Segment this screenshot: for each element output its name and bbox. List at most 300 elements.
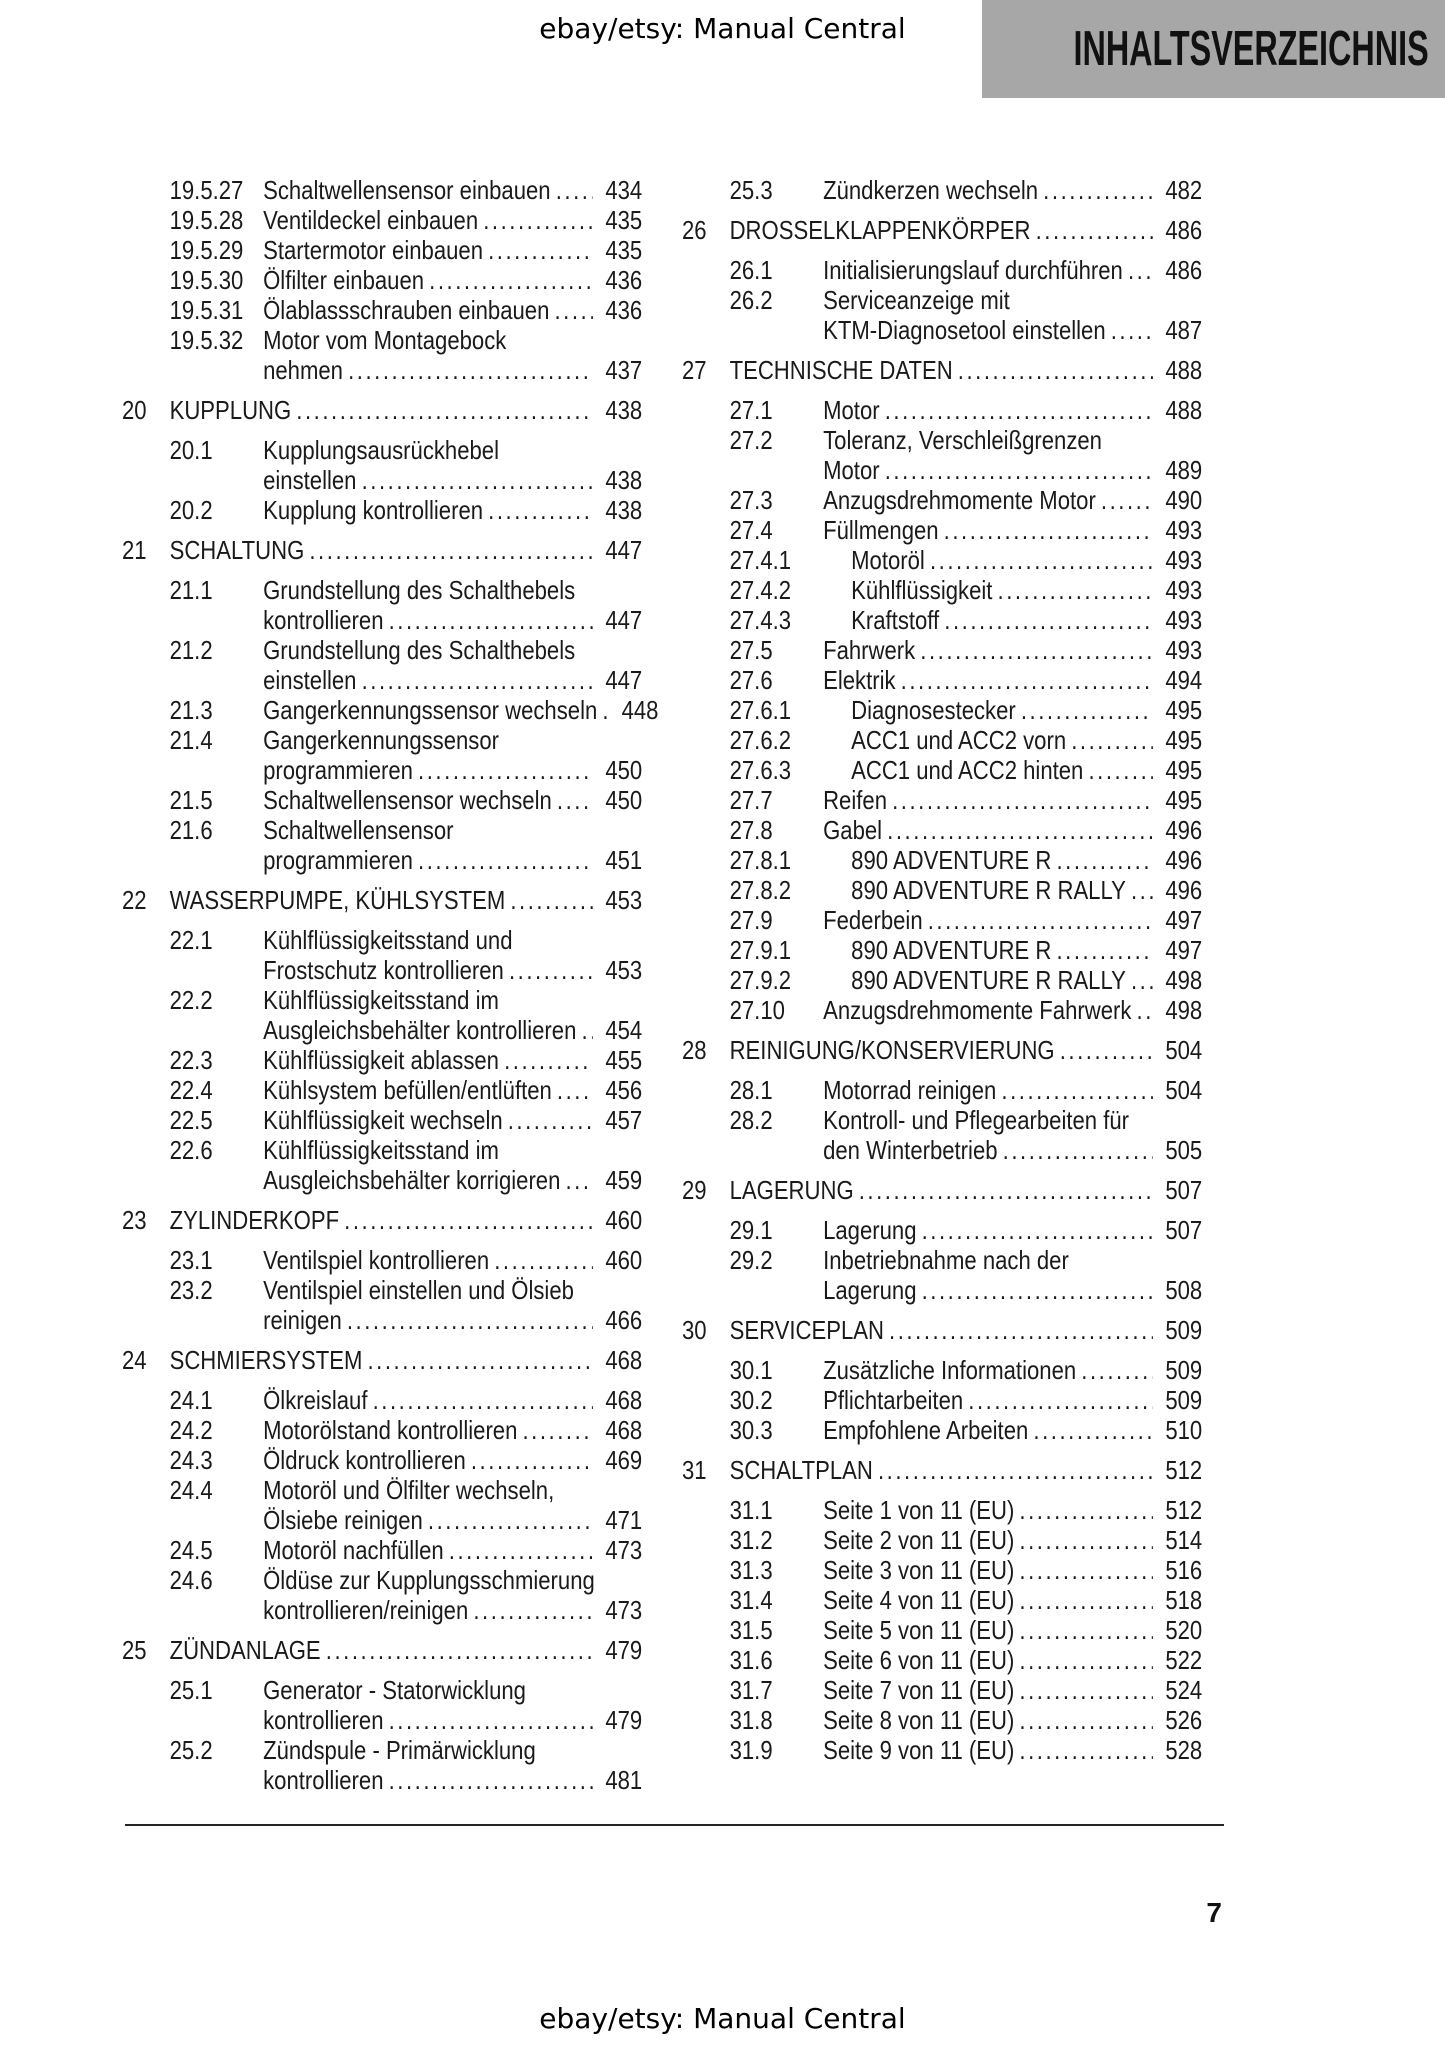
toc-entry-title: Anzugsdrehmomente Fahrwerk xyxy=(823,995,1132,1025)
toc-entry-title: Ölkreislauf xyxy=(263,1385,368,1415)
toc-entry-29 xyxy=(682,1175,1202,1205)
toc-entry-25 xyxy=(122,1635,642,1665)
toc-entry-30.2 xyxy=(730,1385,1203,1415)
toc-entry-title: Startermotor einbauen xyxy=(263,235,484,265)
toc-entry-page: 438 xyxy=(605,495,643,525)
dot-leader xyxy=(1088,755,1152,785)
toc-entry-page: 489 xyxy=(1165,455,1203,485)
dot-leader xyxy=(367,1345,592,1375)
toc-entry-22 xyxy=(122,885,642,915)
dot-leader xyxy=(887,815,1153,845)
toc-entry-page: 436 xyxy=(605,265,643,295)
toc-entry-24.6 xyxy=(170,1565,643,1625)
toc-entry-number: 27.4.2 xyxy=(729,575,792,605)
toc-entry-page: 508 xyxy=(1165,1275,1203,1305)
toc-entry-number: 25 xyxy=(122,1635,147,1665)
toc-entry-number: 24.3 xyxy=(169,1445,213,1475)
toc-entry-26.1 xyxy=(730,255,1203,285)
toc-entry-page: 479 xyxy=(605,1635,643,1665)
toc-entry-31.4 xyxy=(730,1585,1203,1615)
toc-entry-title: Kühlflüssigkeit wechseln xyxy=(263,1105,503,1135)
toc-entry-page: 518 xyxy=(1165,1585,1203,1615)
toc-entry-number: 24.1 xyxy=(169,1385,213,1415)
toc-entry-number: 30.3 xyxy=(729,1415,773,1445)
toc-entry-title: kontrollieren xyxy=(263,1705,384,1735)
toc-entry-title: Kühlflüssigkeit ablassen xyxy=(263,1045,499,1075)
toc-entry-27.3 xyxy=(730,485,1203,515)
toc-entry-number: 21.6 xyxy=(169,815,213,845)
toc-entry-number: 21.5 xyxy=(169,785,213,815)
toc-entry-27.8.1 xyxy=(730,845,1203,875)
toc-entry-page: 451 xyxy=(605,845,643,875)
toc-entry-number: 29.2 xyxy=(729,1245,773,1275)
toc-entry-page: 486 xyxy=(1165,255,1203,285)
dot-leader xyxy=(885,455,1153,485)
toc-entry-27.6.2 xyxy=(730,725,1203,755)
toc-entry-page: 438 xyxy=(605,465,643,495)
toc-entry-title: Kühlflüssigkeit xyxy=(851,575,993,605)
dot-leader xyxy=(1019,1495,1152,1525)
toc-entry-21.3 xyxy=(169,695,659,725)
toc-entry-24.1 xyxy=(170,1385,643,1415)
toc-entry-number: 24.4 xyxy=(169,1475,213,1505)
dot-leader xyxy=(522,1415,592,1445)
toc-entry-title: Gabel xyxy=(823,815,883,845)
toc-entry-title: Seite 2 von 11 (EU) xyxy=(823,1525,1015,1555)
dot-leader xyxy=(1019,1555,1152,1585)
toc-entry-27.6.1 xyxy=(730,695,1203,725)
toc-entry-number: 22 xyxy=(122,885,147,915)
toc-entry-page: 524 xyxy=(1165,1675,1203,1705)
dot-leader xyxy=(488,495,593,525)
toc-entry-title: SCHALTPLAN xyxy=(729,1455,873,1485)
dot-leader xyxy=(565,1165,592,1195)
dot-leader xyxy=(309,535,593,565)
toc-entry-page: 488 xyxy=(1165,355,1203,385)
toc-entry-title: ACC1 und ACC2 vorn xyxy=(851,725,1067,755)
dot-leader xyxy=(958,355,1153,385)
toc-entry-number: 26.1 xyxy=(729,255,773,285)
toc-entry-number: 27.8.1 xyxy=(729,845,792,875)
dot-leader xyxy=(510,885,593,915)
toc-entry-title: ZYLINDERKOPF xyxy=(169,1205,340,1235)
toc-entry-number: 27.8 xyxy=(729,815,773,845)
toc-entry-title: 890 ADVENTURE R xyxy=(851,935,1052,965)
toc-entry-page: 473 xyxy=(605,1535,643,1565)
toc-entry-page: 496 xyxy=(1165,845,1203,875)
toc-entry-number: 28 xyxy=(682,1035,707,1065)
toc-entry-page: 453 xyxy=(605,885,643,915)
toc-entry-page: 510 xyxy=(1165,1415,1203,1445)
dot-leader xyxy=(920,635,1153,665)
toc-entry-number: 27.4.1 xyxy=(729,545,792,575)
toc-entry-number: 24 xyxy=(122,1345,147,1375)
toc-entry-page: 469 xyxy=(605,1445,643,1475)
toc-entry-page: 493 xyxy=(1165,545,1203,575)
toc-entry-26.2 xyxy=(730,285,1203,345)
toc-entry-31.2 xyxy=(730,1525,1203,1555)
toc-entry-number: 27.9.2 xyxy=(729,965,792,995)
toc-entry-page: 493 xyxy=(1165,605,1203,635)
toc-entry-27.4.1 xyxy=(730,545,1203,575)
toc-entry-number: 21 xyxy=(122,535,147,565)
toc-entry-page: 498 xyxy=(1165,995,1203,1025)
toc-entry-number: 31.8 xyxy=(729,1705,773,1735)
dot-leader xyxy=(362,665,593,695)
toc-entry-title: Motoröl xyxy=(851,545,925,575)
toc-entry-title: Elektrik xyxy=(823,665,896,695)
toc-entry-27.4.3 xyxy=(730,605,1203,635)
toc-entry-page: 495 xyxy=(1165,725,1203,755)
toc-entry-title: Kühlsystem befüllen/entlüften xyxy=(263,1075,552,1105)
toc-entry-title: Kühlflüssigkeitsstand im xyxy=(263,985,499,1015)
toc-entry-title: Inbetriebnahme nach der xyxy=(823,1245,1069,1275)
toc-entry-number: 31.4 xyxy=(729,1585,773,1615)
dot-leader xyxy=(901,665,1153,695)
toc-entry-title: Grundstellung des Schalthebels xyxy=(263,635,576,665)
toc-entry-29.1 xyxy=(730,1215,1203,1245)
toc-entry-number: 27 xyxy=(682,355,707,385)
toc-entry-title: Ausgleichsbehälter korrigieren xyxy=(263,1165,561,1195)
toc-entry-page: 493 xyxy=(1165,635,1203,665)
toc-entry-title: SCHALTUNG xyxy=(169,535,305,565)
dot-leader xyxy=(389,605,593,635)
toc-entry-title: Kraftstoff xyxy=(851,605,940,635)
dot-leader xyxy=(344,1205,593,1235)
dot-leader xyxy=(1131,875,1153,905)
toc-entry-page: 436 xyxy=(605,295,643,325)
toc-entry-title: REINIGUNG/KONSERVIERUNG xyxy=(729,1035,1055,1065)
toc-entry-page: 497 xyxy=(1165,905,1203,935)
toc-entry-number: 31 xyxy=(682,1455,707,1485)
toc-entry-title: Seite 5 von 11 (EU) xyxy=(823,1615,1015,1645)
dot-leader xyxy=(1019,1735,1152,1765)
toc-entry-title: Ventilspiel einstellen und Ölsieb xyxy=(263,1275,574,1305)
toc-entry-22.5 xyxy=(170,1105,643,1135)
dot-leader xyxy=(1128,255,1153,285)
toc-entry-30.3 xyxy=(730,1415,1203,1445)
toc-entry-title: Pflichtarbeiten xyxy=(823,1385,964,1415)
toc-entry-title: Motor xyxy=(823,455,880,485)
toc-entry-title: 890 ADVENTURE R RALLY xyxy=(851,875,1126,905)
toc-entry-page: 471 xyxy=(605,1505,643,1535)
toc-entry-31.5 xyxy=(730,1615,1203,1645)
dot-leader xyxy=(389,1765,593,1795)
toc-entry-22.6 xyxy=(170,1135,643,1195)
toc-entry-title: Schaltwellensensor einbauen xyxy=(263,175,551,205)
toc-entry-page: 512 xyxy=(1165,1455,1203,1485)
toc-entry-number: 29.1 xyxy=(729,1215,773,1245)
toc-entry-title: Federbein xyxy=(823,905,923,935)
toc-entry-22.4 xyxy=(170,1075,643,1105)
toc-entry-title: Kühlflüssigkeitsstand und xyxy=(263,925,513,955)
toc-entry-23 xyxy=(122,1205,642,1235)
toc-entry-number: 25.3 xyxy=(729,175,773,205)
dot-leader xyxy=(889,1315,1153,1345)
dot-leader xyxy=(389,1705,593,1735)
dot-leader xyxy=(1131,965,1153,995)
toc-entry-number: 30 xyxy=(682,1315,707,1345)
toc-entry-28 xyxy=(682,1035,1202,1065)
toc-entry-31 xyxy=(682,1455,1202,1485)
toc-entry-page: 496 xyxy=(1165,815,1203,845)
dot-leader xyxy=(509,955,593,985)
toc-entry-27.6 xyxy=(730,665,1203,695)
toc-entry-title: Füllmengen xyxy=(823,515,939,545)
dot-leader xyxy=(1033,1415,1153,1445)
footer-rule xyxy=(125,1824,1224,1826)
toc-entry-title: Ölsiebe reinigen xyxy=(263,1505,423,1535)
dot-leader xyxy=(998,575,1153,605)
dot-leader xyxy=(373,1385,593,1415)
toc-column-left xyxy=(122,175,659,1795)
toc-entry-title: reinigen xyxy=(263,1305,342,1335)
dot-leader xyxy=(449,1535,593,1565)
toc-entry-number: 19.5.29 xyxy=(169,235,244,265)
dot-leader xyxy=(1111,315,1153,345)
toc-entry-30.1 xyxy=(730,1355,1203,1385)
toc-entry-number: 24.2 xyxy=(169,1415,213,1445)
toc-entry-27 xyxy=(682,355,1202,385)
toc-entry-title: Seite 9 von 11 (EU) xyxy=(823,1735,1015,1765)
toc-entry-number: 27.6.3 xyxy=(729,755,792,785)
toc-entry-number: 25.1 xyxy=(169,1675,213,1705)
toc-entry-number: 27.9.1 xyxy=(729,935,792,965)
toc-entry-number: 19.5.28 xyxy=(169,205,244,235)
dot-leader xyxy=(483,205,593,235)
toc-entry-title: Fahrwerk xyxy=(823,635,916,665)
toc-entry-number: 24.5 xyxy=(169,1535,213,1565)
dot-leader xyxy=(473,1595,593,1625)
toc-entry-title: TECHNISCHE DATEN xyxy=(729,355,953,385)
toc-entry-page: 488 xyxy=(1165,395,1203,425)
toc-entry-number: 23 xyxy=(122,1205,147,1235)
toc-entry-24.5 xyxy=(170,1535,643,1565)
toc-entry-25.3 xyxy=(730,175,1203,205)
toc-entry-19.5.27 xyxy=(170,175,643,205)
toc-entry-page: 457 xyxy=(605,1105,643,1135)
toc-entry-number: 23.2 xyxy=(169,1275,213,1305)
toc-entry-page: 434 xyxy=(605,175,643,205)
toc-entry-title: Motor vom Montagebock xyxy=(263,325,507,355)
toc-entry-number: 24.6 xyxy=(169,1565,213,1595)
toc-entry-number: 27.2 xyxy=(729,425,773,455)
toc-entry-title: Zusätzliche Informationen xyxy=(823,1355,1077,1385)
dot-leader xyxy=(1036,215,1153,245)
toc-entry-number: 19.5.27 xyxy=(169,175,244,205)
dot-leader xyxy=(418,845,593,875)
toc-entry-number: 27.4.3 xyxy=(729,605,792,635)
toc-entry-title: SERVICEPLAN xyxy=(729,1315,884,1345)
toc-entry-page: 498 xyxy=(1165,965,1203,995)
toc-entry-number: 27.7 xyxy=(729,785,773,815)
dot-leader xyxy=(1071,725,1153,755)
toc-entry-page: 490 xyxy=(1165,485,1203,515)
dot-leader xyxy=(1003,1135,1153,1165)
toc-entry-title: Empfohlene Arbeiten xyxy=(823,1415,1029,1445)
toc-entry-number: 30.2 xyxy=(729,1385,773,1415)
toc-entry-number: 22.6 xyxy=(169,1135,213,1165)
toc-entry-number: 20 xyxy=(122,395,147,425)
page-title-box xyxy=(982,0,1445,98)
toc-entry-title: Ventilspiel kontrollieren xyxy=(263,1245,490,1275)
toc-entry-31.1 xyxy=(730,1495,1203,1525)
toc-entry-24.2 xyxy=(170,1415,643,1445)
dot-leader xyxy=(944,515,1153,545)
toc-entry-title: Ölfilter einbauen xyxy=(263,265,425,295)
toc-entry-number: 26.2 xyxy=(729,285,773,315)
toc-entry-number: 27.6.2 xyxy=(729,725,792,755)
dot-leader xyxy=(885,395,1153,425)
toc-entry-number: 28.1 xyxy=(729,1075,773,1105)
toc-entry-page: 516 xyxy=(1165,1555,1203,1585)
dot-leader xyxy=(347,1305,593,1335)
dot-leader xyxy=(1060,1035,1153,1065)
toc-entry-page: 481 xyxy=(605,1765,643,1795)
toc-entry-number: 22.3 xyxy=(169,1045,213,1075)
toc-entry-title: den Winterbetrieb xyxy=(823,1135,998,1165)
dot-leader xyxy=(326,1635,593,1665)
toc-entry-title: Diagnosestecker xyxy=(851,695,1016,725)
toc-entry-title: Gangerkennungssensor wechseln xyxy=(263,695,598,725)
toc-entry-number: 20.1 xyxy=(169,435,213,465)
toc-entry-number: 31.1 xyxy=(729,1495,773,1525)
toc-entry-page: 487 xyxy=(1165,315,1203,345)
footer-watermark: ebay/etsy: Manual Central xyxy=(539,2002,906,2035)
dot-leader xyxy=(494,1245,593,1275)
toc-entry-22.2 xyxy=(170,985,643,1045)
toc-entry-title: Serviceanzeige mit xyxy=(823,285,1010,315)
toc-entry-27.10 xyxy=(730,995,1203,1025)
dot-leader xyxy=(488,235,593,265)
dot-leader xyxy=(1019,1705,1152,1735)
toc-entry-page: 447 xyxy=(605,535,643,565)
toc-entry-number: 21.3 xyxy=(169,695,213,725)
toc-entry-27.2 xyxy=(730,425,1203,485)
header-watermark: ebay/etsy: Manual Central xyxy=(539,12,906,45)
toc-entry-page: 468 xyxy=(605,1345,643,1375)
toc-entry-title: Lagerung xyxy=(823,1275,917,1305)
toc-entry-page: 459 xyxy=(605,1165,643,1195)
toc-entry-21 xyxy=(122,535,642,565)
toc-entry-title: Seite 6 von 11 (EU) xyxy=(823,1645,1015,1675)
toc-entry-page: 526 xyxy=(1165,1705,1203,1735)
toc-entry-page: 495 xyxy=(1165,695,1203,725)
toc-entry-19.5.28 xyxy=(170,205,643,235)
toc-entry-page: 495 xyxy=(1165,755,1203,785)
toc-entry-page: 504 xyxy=(1165,1075,1203,1105)
toc-entry-number: 28.2 xyxy=(729,1105,773,1135)
toc-entry-27.4 xyxy=(730,515,1203,545)
dot-leader xyxy=(892,785,1153,815)
toc-entry-page: 507 xyxy=(1165,1175,1203,1205)
dot-leader xyxy=(1021,695,1153,725)
toc-entry-number: 29 xyxy=(682,1175,707,1205)
toc-entry-title: programmieren xyxy=(263,845,413,875)
toc-entry-page: 447 xyxy=(605,605,643,635)
toc-entry-31.8 xyxy=(730,1705,1203,1735)
toc-entry-page: 497 xyxy=(1165,935,1203,965)
toc-entry-27.4.2 xyxy=(730,575,1203,605)
toc-entry-page: 460 xyxy=(605,1205,643,1235)
toc-entry-22.1 xyxy=(170,925,643,985)
dot-leader xyxy=(859,1175,1153,1205)
toc-entry-page: 473 xyxy=(605,1595,643,1625)
dot-leader xyxy=(428,1505,593,1535)
toc-entry-number: 31.7 xyxy=(729,1675,773,1705)
toc-entry-page: 486 xyxy=(1165,215,1203,245)
toc-entry-21.6 xyxy=(170,815,643,875)
toc-entry-number: 21.2 xyxy=(169,635,213,665)
toc-entry-page: 493 xyxy=(1165,575,1203,605)
toc-entry-page: 494 xyxy=(1165,665,1203,695)
toc-entry-title: Schaltwellensensor xyxy=(263,815,454,845)
toc-entry-title: Grundstellung des Schalthebels xyxy=(263,575,576,605)
toc-entry-number: 27.5 xyxy=(729,635,773,665)
toc-entry-title: Motoröl nachfüllen xyxy=(263,1535,444,1565)
toc-entry-page: 493 xyxy=(1165,515,1203,545)
toc-entry-page: 435 xyxy=(605,235,643,265)
toc-entry-title: Kontroll- und Pflegearbeiten für xyxy=(823,1105,1130,1135)
toc-entry-title: Motorölstand kontrollieren xyxy=(263,1415,518,1445)
toc-entry-title: SCHMIERSYSTEM xyxy=(169,1345,363,1375)
toc-entry-number: 30.1 xyxy=(729,1355,773,1385)
toc-entry-title: Frostschutz kontrollieren xyxy=(263,955,504,985)
toc-entry-number: 22.5 xyxy=(169,1105,213,1135)
toc-entry-20.1 xyxy=(170,435,643,495)
dot-leader xyxy=(504,1045,593,1075)
toc-entry-page: 448 xyxy=(621,695,659,725)
toc-entry-page: 528 xyxy=(1165,1735,1203,1765)
toc-entry-27.9.1 xyxy=(730,935,1203,965)
toc-entry-number: 22.1 xyxy=(169,925,213,955)
toc-entry-28.2 xyxy=(730,1105,1203,1165)
dot-leader xyxy=(429,265,593,295)
dot-leader xyxy=(1056,845,1152,875)
toc-entry-26 xyxy=(682,215,1202,245)
page-title: INHALTSVERZEICHNIS xyxy=(1073,22,1429,76)
dot-leader xyxy=(878,1455,1153,1485)
toc-entry-27.8.2 xyxy=(730,875,1203,905)
dot-leader xyxy=(1019,1585,1152,1615)
toc-entry-23.1 xyxy=(170,1245,643,1275)
dot-leader xyxy=(930,545,1153,575)
toc-entry-number: 27.10 xyxy=(729,995,785,1025)
dot-leader xyxy=(1019,1525,1152,1555)
toc-entry-title: DROSSELKLAPPENKÖRPER xyxy=(729,215,1031,245)
toc-entry-31.6 xyxy=(730,1645,1203,1675)
toc-entry-title: kontrollieren xyxy=(263,605,384,635)
toc-entry-title: Schaltwellensensor wechseln xyxy=(263,785,552,815)
dot-leader xyxy=(1001,1075,1152,1105)
toc-entry-title: Reifen xyxy=(823,785,887,815)
toc-entry-page: 435 xyxy=(605,205,643,235)
toc-entry-title: KTM-Diagnosetool einstellen xyxy=(823,315,1106,345)
toc-entry-22.3 xyxy=(170,1045,643,1075)
page-number: 7 xyxy=(1206,1897,1222,1928)
toc-entry-title: Zündspule - Primärwicklung xyxy=(263,1735,536,1765)
dot-leader xyxy=(362,465,593,495)
toc-entry-title: ZÜNDANLAGE xyxy=(169,1635,321,1665)
toc-entry-page: 450 xyxy=(605,755,643,785)
toc-entry-number: 27.6.1 xyxy=(729,695,792,725)
toc-entry-30 xyxy=(682,1315,1202,1345)
dot-leader xyxy=(296,395,593,425)
toc-entry-number: 31.2 xyxy=(729,1525,773,1555)
toc-entry-number: 27.4 xyxy=(729,515,773,545)
toc-entry-page: 520 xyxy=(1165,1615,1203,1645)
toc-entry-number: 31.9 xyxy=(729,1735,773,1765)
